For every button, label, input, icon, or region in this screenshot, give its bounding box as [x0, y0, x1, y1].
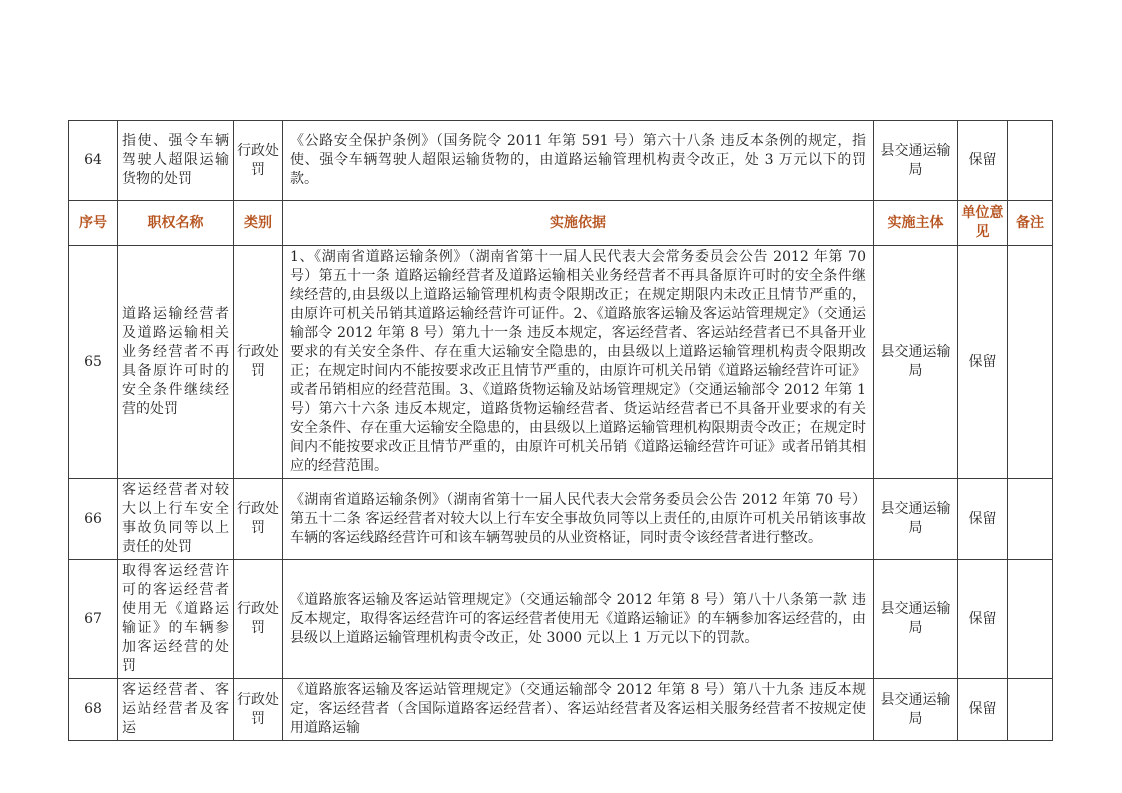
row-opinion: 保留 — [958, 246, 1008, 479]
table-row — [69, 679, 1053, 741]
row-basis: 《道路旅客运输及客运站管理规定》（交通运输部令 2012 年第 8 号）第八十九条 违反本规定，客运经营者（含国际道路客运经营者）、客运站经营者及客运相关服务经营者不按规定使用道路运输 — [283, 679, 874, 741]
header-category: 类别 — [234, 201, 283, 246]
row-note — [1008, 121, 1053, 201]
row-opinion: 保留 — [958, 121, 1008, 201]
header-seq: 序号 — [69, 201, 118, 246]
table-row — [69, 560, 1053, 679]
row-seq: 68 — [69, 679, 118, 741]
table-row — [69, 479, 1053, 560]
row-basis: 《公路安全保护条例》（国务院令 2011 年第 591 号）第六十八条 违反本条例的规定，指使、强令车辆驾驶人超限运输货物的，由道路运输管理机构责令改正，处 3 万元以下的罚款。 — [283, 121, 874, 201]
row-basis: 1、《湖南省道路运输条例》（湖南省第十一届人民代表大会常务委员会公告 2012 年第 70 号）第五十一条 道路运输经营者及道路运输相关业务经营者不再具备原许可时的安全条件继续经营的,由县级以上道路运输管理机构责令限期改正；在规定期限内未改正且情节严重的，由原许可机关吊销其道路运输经营许可证件。2、《道路旅客运输及客运站管理规定》（交通运输部令 2012 年第 8 号）第九十一条 违反本规定，客运经营者、客运站经营者已不具备开业要求的有关安全条件、存在重大运输安全隐患的，由县级以上道路运输管理机构责令限期改正；在规定时间内不能按要求改正且情节严重的，由原许可机关吊销《道路运输经营许可证》或者吊销相应的经营范围。3、《道路货物运输及站场管理规定》（交通运输部令 2012 年第 1 号）第六十六条 违反本规定，道路货物运输经营者、货运站经营者已不具备开业要求的有关安全条件、存在重大运输安全隐患的，由县级以上道路运输管理机构限期责令改正；在规定时间内不能按要求改正且情节严重的，由原许可机关吊销《道路运输经营许可证》或者吊销其相应的经营范围。 — [283, 246, 874, 479]
row-note — [1008, 560, 1053, 679]
row-category: 行政处罚 — [234, 246, 283, 479]
row-opinion: 保留 — [958, 479, 1008, 560]
table-row — [69, 246, 1053, 479]
row-basis: 《道路旅客运输及客运站管理规定》（交通运输部令 2012 年第 8 号）第八十八条第一款 违反本规定，取得客运经营许可的客运经营者使用无《道路运输证》的车辆参加客运经营的，由县级以上道路运输管理机构责令改正，处 3000 元以上 1 万元以下的罚款。 — [283, 560, 874, 679]
header-name: 职权名称 — [118, 201, 234, 246]
row-category: 行政处罚 — [234, 479, 283, 560]
row-basis: 《湖南省道路运输条例》（湖南省第十一届人民代表大会常务委员会公告 2012 年第 70 号）第五十二条 客运经营者对较大以上行车安全事故负同等以上责任的,由原许可机关吊销该事故车辆的客运线路经营许可和该车辆驾驶员的从业资格证，同时责令该经营者进行整改。 — [283, 479, 874, 560]
row-subject: 县交通运输局 — [874, 679, 958, 741]
row-power-name: 取得客运经营许可的客运经营者使用无《道路运输证》的车辆参加客运经营的处罚 — [118, 560, 234, 679]
row-subject: 县交通运输局 — [874, 246, 958, 479]
header-opinion: 单位意见 — [958, 201, 1008, 246]
header-basis: 实施依据 — [283, 201, 874, 246]
table-header-row — [69, 201, 1053, 246]
row-power-name: 客运经营者对较大以上行车安全事故负同等以上责任的处罚 — [118, 479, 234, 560]
row-category: 行政处罚 — [234, 560, 283, 679]
row-opinion: 保留 — [958, 679, 1008, 741]
row-note — [1008, 679, 1053, 741]
row-seq: 66 — [69, 479, 118, 560]
row-note — [1008, 479, 1053, 560]
table-row — [69, 121, 1053, 201]
row-note — [1008, 246, 1053, 479]
row-category: 行政处罚 — [234, 121, 283, 201]
row-seq: 64 — [69, 121, 118, 201]
row-subject: 县交通运输局 — [874, 560, 958, 679]
row-category: 行政处罚 — [234, 679, 283, 741]
header-note: 备注 — [1008, 201, 1053, 246]
row-power-name: 客运经营者、客运站经营者及客运 — [118, 679, 234, 741]
power-list-table — [68, 120, 1053, 741]
row-power-name: 道路运输经营者及道路运输相关业务经营者不再具备原许可时的安全条件继续经营的处罚 — [118, 246, 234, 479]
row-seq: 67 — [69, 560, 118, 679]
row-subject: 县交通运输局 — [874, 479, 958, 560]
row-power-name: 指使、强令车辆驾驶人超限运输货物的处罚 — [118, 121, 234, 201]
row-opinion: 保留 — [958, 560, 1008, 679]
row-seq: 65 — [69, 246, 118, 479]
header-subject: 实施主体 — [874, 201, 958, 246]
row-subject: 县交通运输局 — [874, 121, 958, 201]
